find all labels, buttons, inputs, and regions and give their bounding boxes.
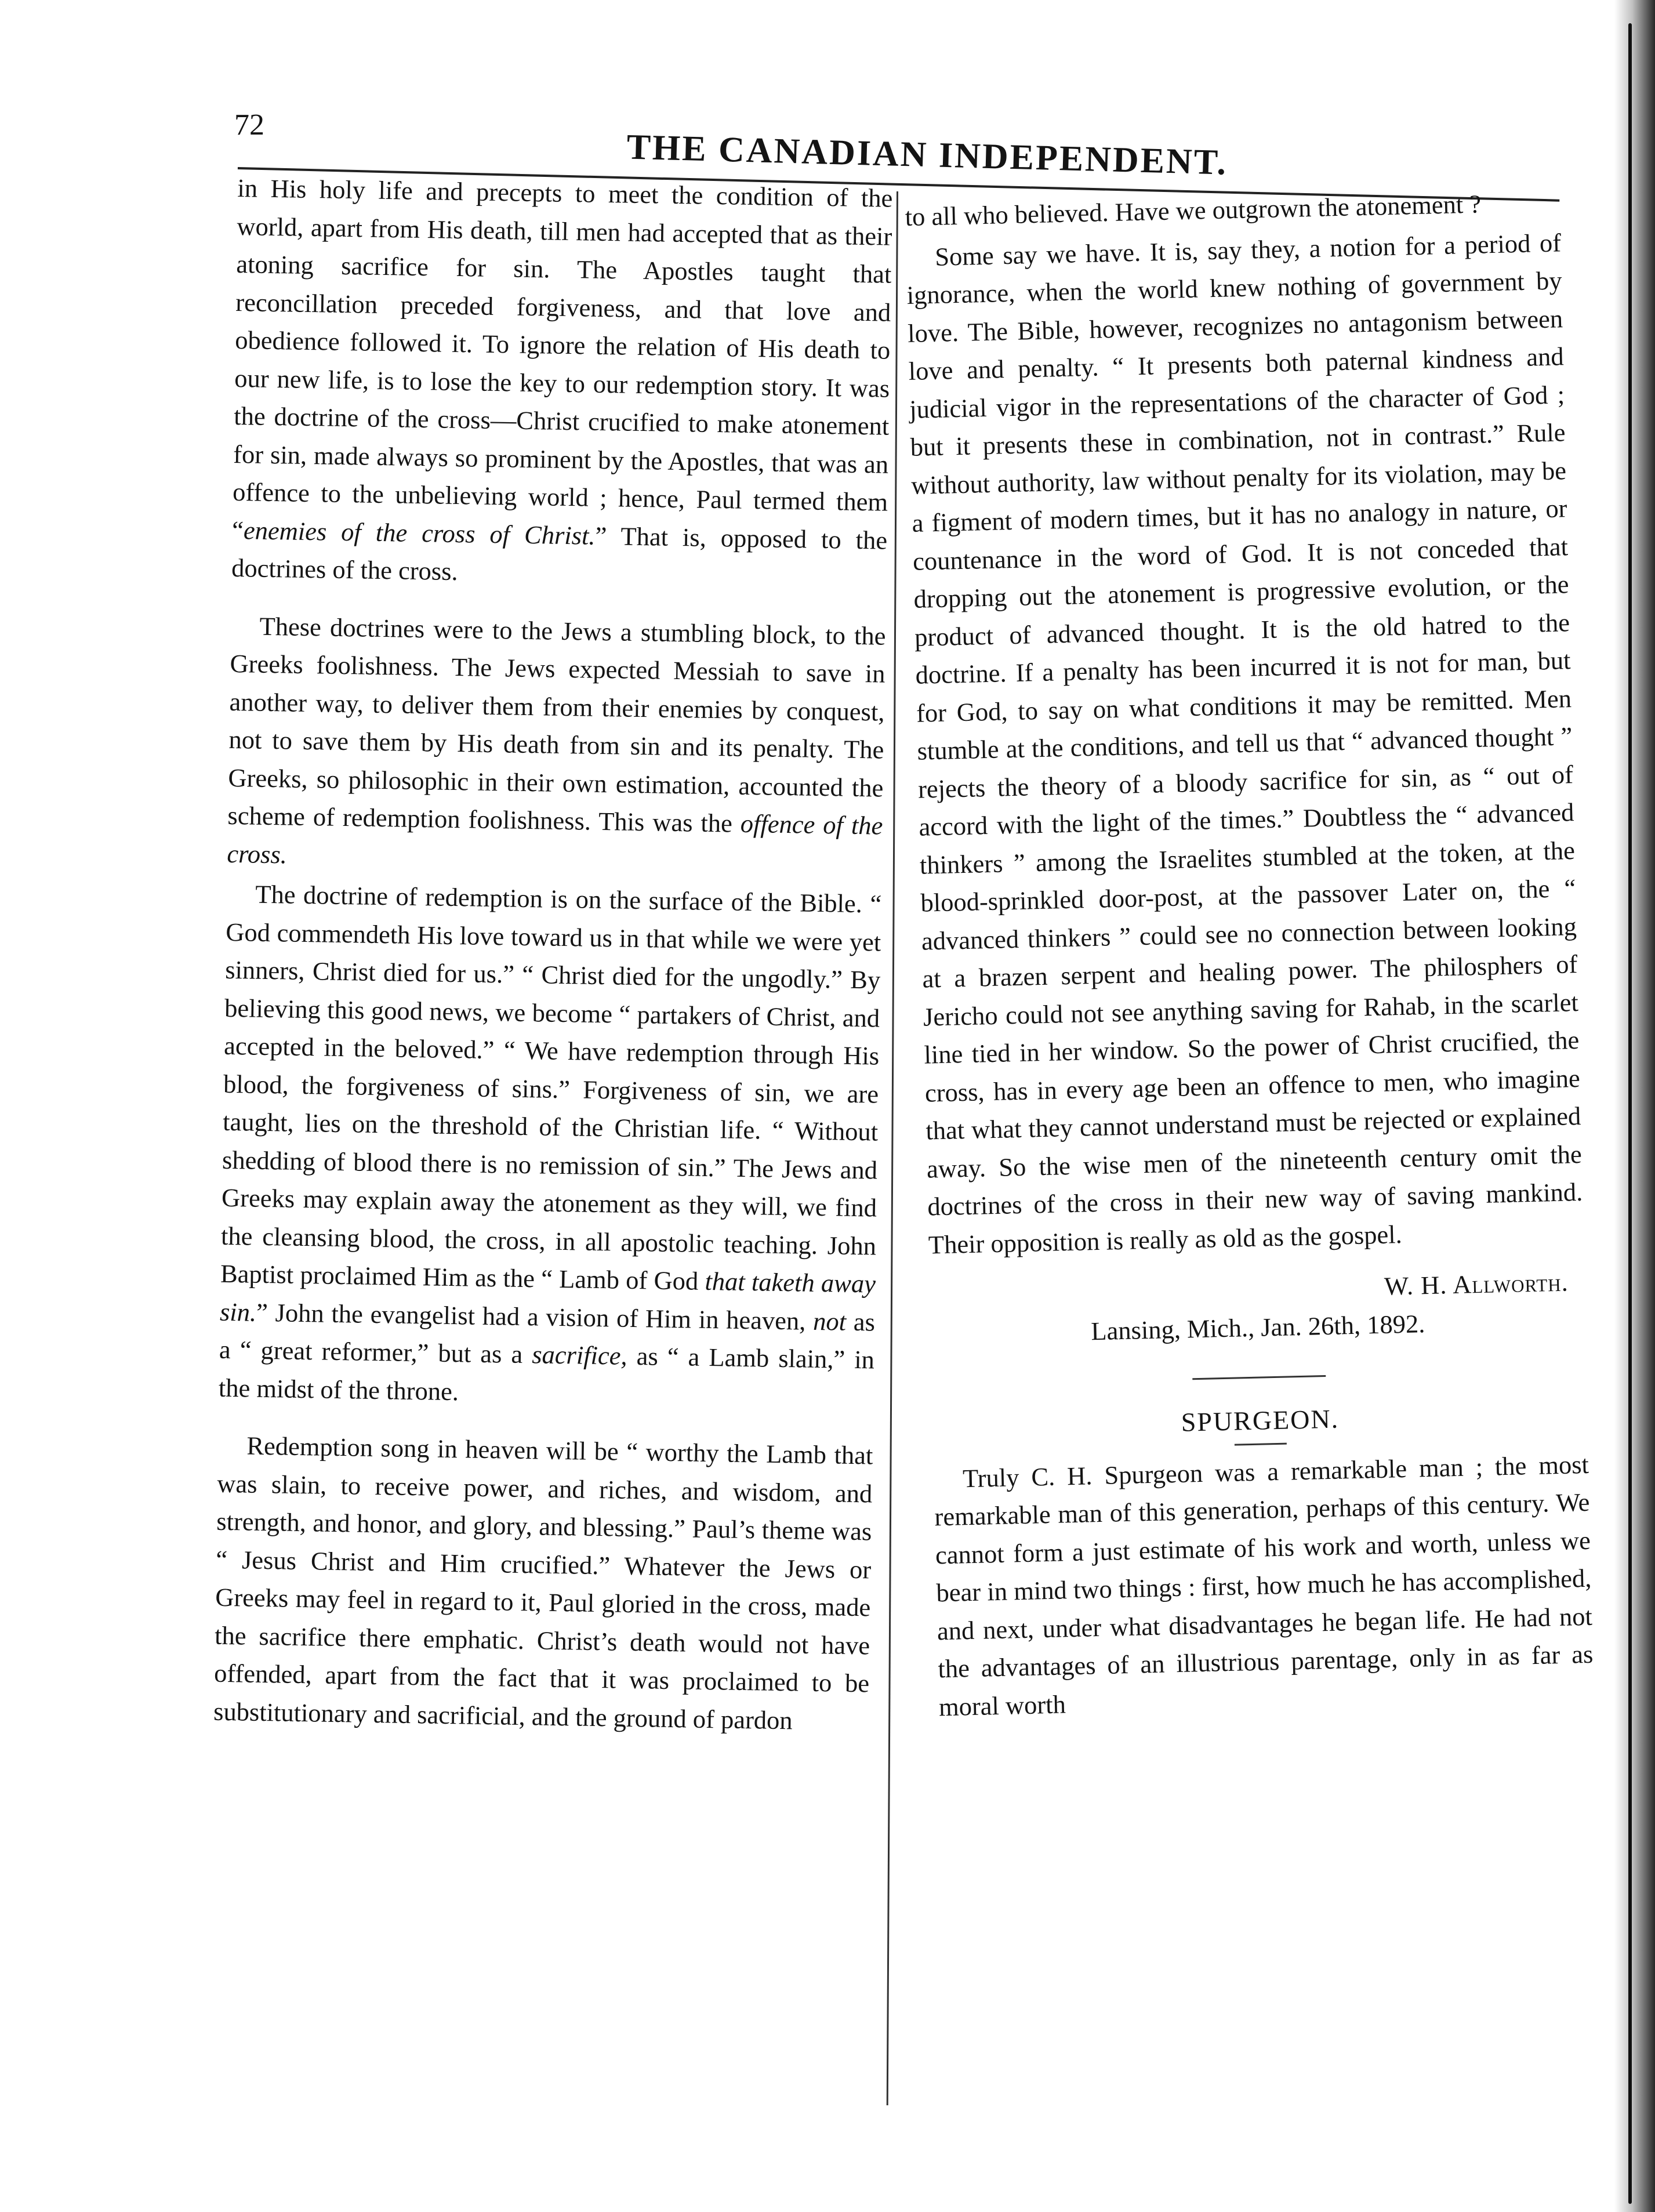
page-edge-shadow [1614,0,1655,2212]
emphasis-text: that taketh away sin. [219,1266,876,1327]
paragraph-text: in His holy life and precepts to meet the condition of the world, apart from His death, till men had accepted that as their atoning sacrifice for sin. The Apostles taught that reconcillation preceded forgiveness, and that love and obedience followed it. To ignore the relation of His death to our new life, is to lose the key to our redemption story. It was the doctrine of the cross—Christ crucified to make atonement for sin, made always so prominent by the Apostles, that was an offence to the unbelieving world ; hence, Paul termed them “ [231,173,893,545]
paragraph [227,607,886,883]
emphasis-text: sacrifice, [531,1340,628,1370]
paragraph-text: The doctrine of redemption is on the surface of the Bible. “ God commendeth His love toward us in that while we were yet sinners, Christ died for us.” “ Christ died for the ungodly.” By believing this good news, we become “ partakers of Christ, and accepted in the beloved.” “ We have redemption through His blood, the forgiveness of sins.” Forgiveness of sin, we are taught, lies on the threshold of the Christian life. “ Without shedding of blood there is no remission of sin.” The Jews and Greeks may explain away the atonement as they will, we find the cleansing blood, the cross, in all apostolic teaching. John Baptist proclaimed Him as the “ Lamb of God [220,879,882,1296]
author-signature: W. H. Allworth. [1384,1267,1569,1301]
paragraph-text: as a “ great reformer,” but as a [219,1307,876,1369]
paragraph-text: ” That is, opposed to the doctrines of the cross. [231,521,888,586]
paragraph [213,1427,873,1741]
paragraph [231,169,893,597]
paragraph-text: as “ a Lamb slain,” in the midst of the throne. [218,1341,875,1406]
publication-title: THE CANADIAN INDEPENDENT. [626,127,1228,183]
emphasis-text: not [812,1306,847,1336]
left-column [213,169,893,1740]
dateline: Lansing, Mich., Jan. 26th, 1892. [1090,1308,1425,1346]
paragraph: Some say we have. It is, say they, a notion for a period of ignorance, when the world knew nothing of government by love. The Bible, however, recognizes no antagonism between love and penalty. “ It presents both paternal kindness and judicial vigor in the representations of the character of God ; but it presents these in combination, not in contrast.” Rule without authority, law without penalty for its violation, may be a figment of modern times, but it has no analogy in nature, or countenance in the word of God. It is not conceded that dropping out the atonement is progressive evolution, or the product of advanced thought. It is the old hatred to the doctrine. If a penalty has been incurred it is not for man, but for God, to say on what conditions it may be remitted. Men stumble at the conditions, and tell us that “ advanced thought ” rejects the theory of a bloody sacrifice for sin, as “ out of accord with the light of the times.” Doubtless the “ advanced thinkers ” among the Israelites stumbled at the token, at the blood-sprinkled door-post, at the passover Later on, the “ advanced thinkers ” could see no connection between looking at a brazen serpent and healing power. The philosphers of Jericho could not see anything saving for Rahab, in the scarlet line tied in her window. So the power of Christ crucified, the cross, has in every age been an offence to men, who imagine that what they cannot understand must be rejected or explained away. So the wise men of the nineteenth century omit the doctrines of the cross in their new way of saving mankind. Their opposition is really as old as the gospel. [906,227,1583,1260]
emphasis-text: offence of the cross. [227,808,883,869]
page-number: 72 [234,108,264,142]
paragraph-text: ” John the evangelist had a vision of Him in heaven, [256,1297,806,1336]
emphasis-text: enemies of the cross of Christ. [243,515,596,550]
paragraph-text: These doctrines were to the Jews a stumbling block, to the Greeks foolishness. The Jews expected Messiah to save in another way, to deliver them from their enemies by conquest, not to save them by His death from sin and its penalty. The Greeks, so philosophic in their own estimation, accounted the scheme of redemption foolishness. This was the [227,611,886,838]
page-edge [1628,23,1632,2204]
paragraph: to all who believed. Have we outgrown the atonement ? [905,189,1482,231]
paragraph [218,875,881,1417]
paragraph: Truly C. H. Spurgeon was a remarkable man ; the most remarkable man of this generation, perhaps of this century. We cannot form a just estimate of his work and worth, unless we bear in mind two things : first, how much he has accomplished, and next, under what disadvantages he began life. He had not the advantages of an illustrious parentage, only in as far as moral worth [934,1449,1594,1721]
paragraph-text: Redemption song in heaven will be “ worthy the Lamb that was slain, to receive power, and riches, and wisdom, and strength, and honor, and glory, and blessing.” Paul’s theme was “ Jesus Christ and Him crucified.” Whatever the Jews or Greeks may feel in regard to it, Paul gloried in the cross, made the sacrifice there emphatic. Christ’s death would not have offended, apart from the fact that it was proclaimed to be substitutionary and sacrificial, and the ground of pardon [213,1431,873,1735]
heading-underline [1235,1442,1287,1445]
section-divider [1192,1375,1326,1380]
section-heading: SPURGEON. [1181,1404,1340,1437]
right-column [905,183,1594,1726]
